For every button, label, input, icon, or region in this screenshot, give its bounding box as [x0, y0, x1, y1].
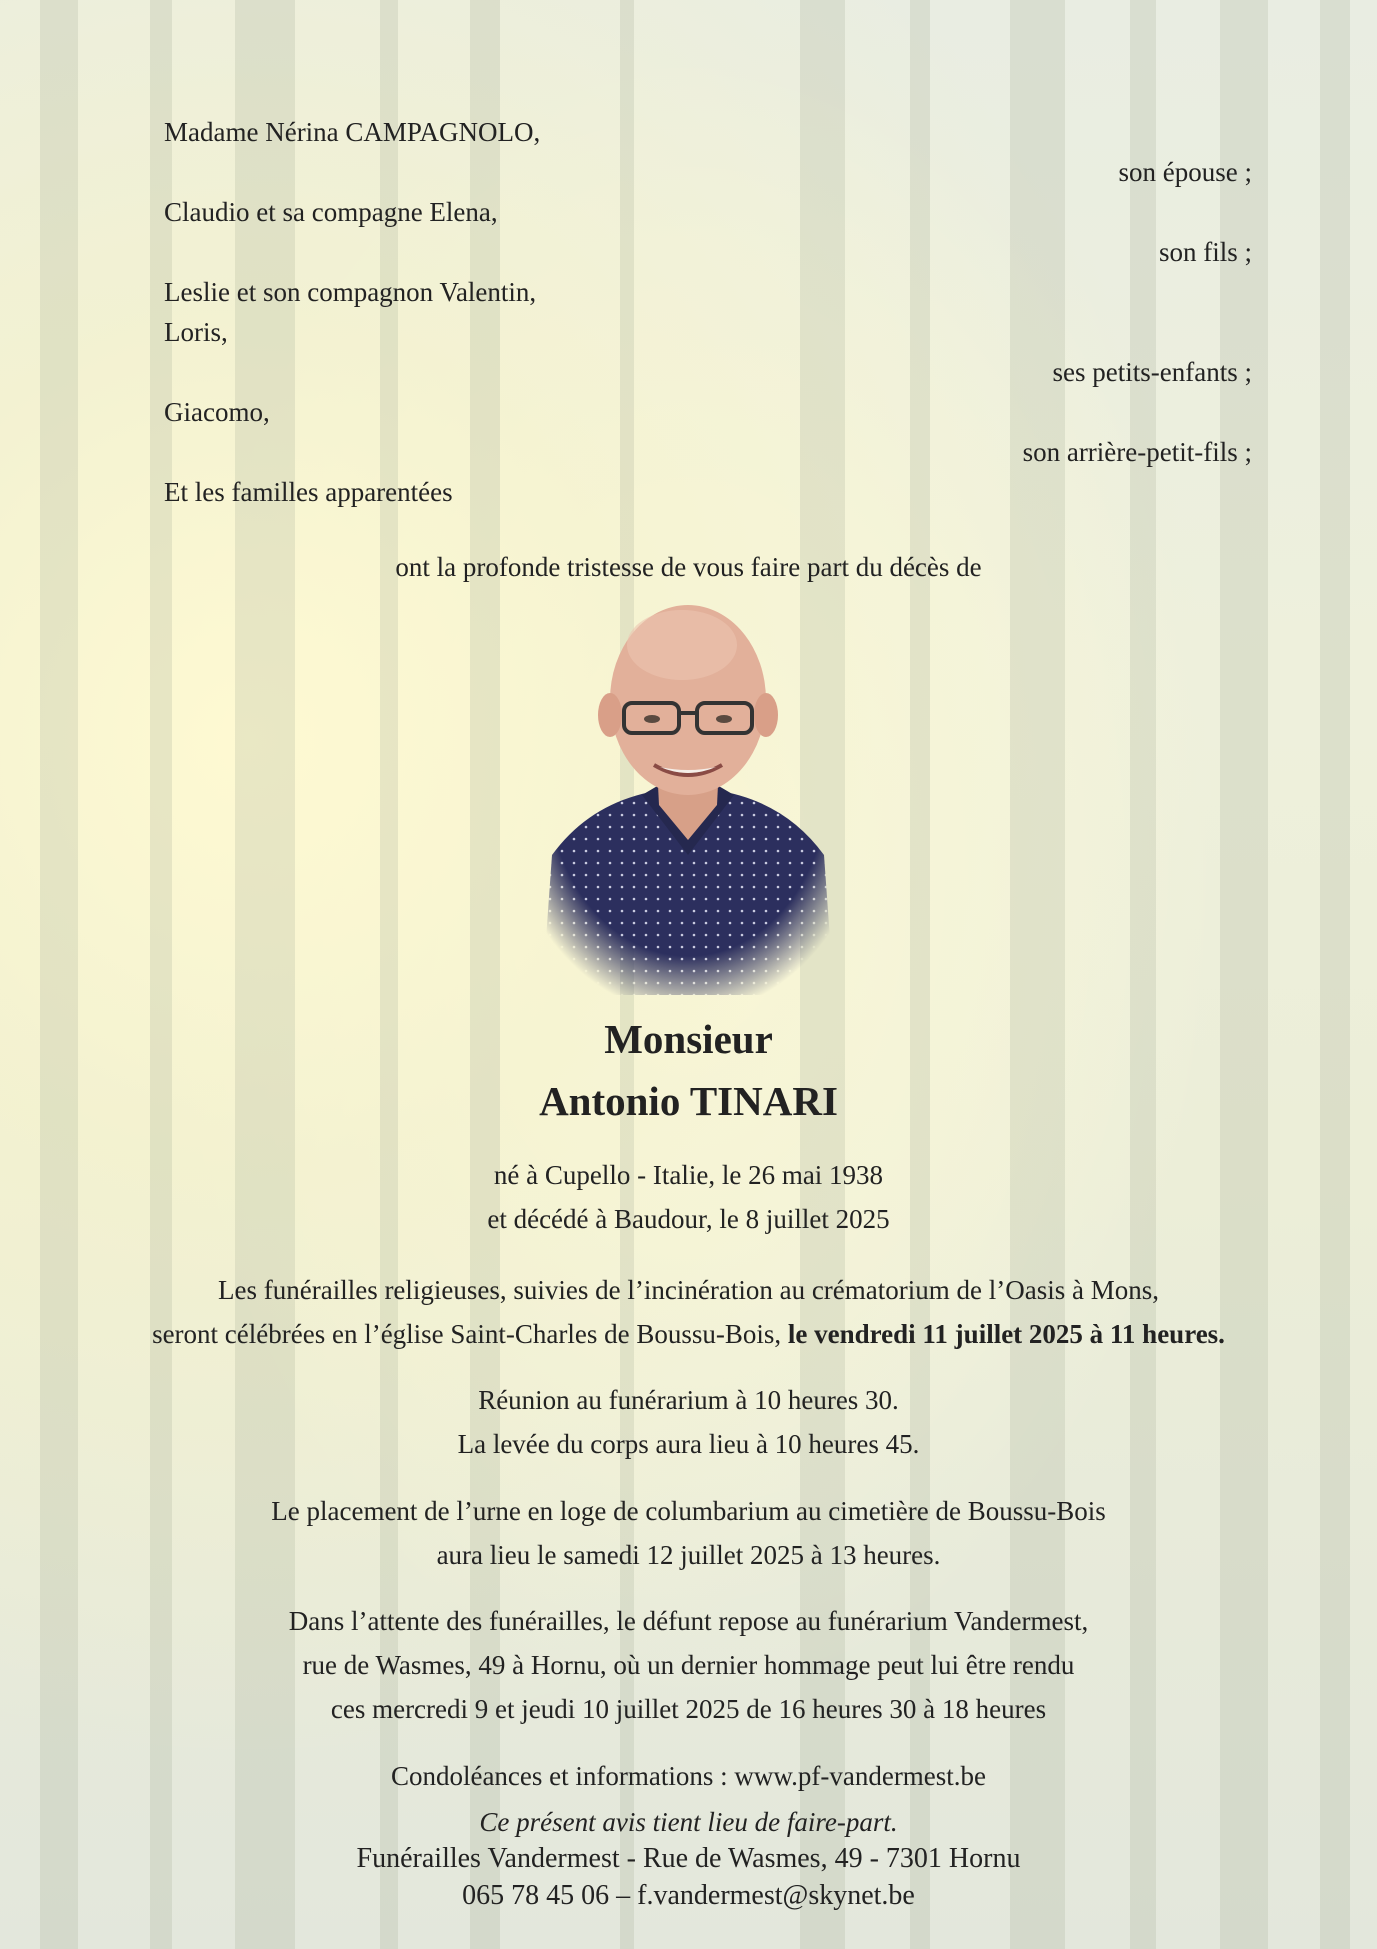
visitation-line-3: ces mercredi 9 et jeudi 10 juillet 2025 de 16 heures 30 à 18 heures — [330, 1694, 1047, 1724]
funeral-date: le vendredi 11 juillet 2025 à 11 heures. — [787, 1319, 1225, 1349]
family-member-line: Giacomo, — [164, 397, 270, 427]
birth-info: né à Cupello - Italie, le 26 mai 1938 — [493, 1160, 884, 1190]
meeting-line-2: La levée du corps aura lieu à 10 heures 45. — [457, 1429, 920, 1459]
portrait-photo — [532, 605, 844, 995]
visitation-line-1: Dans l’attente des funérailles, le défunt repose au funérarium Vandermest, — [288, 1606, 1089, 1636]
deceased-name: Antonio TINARI — [539, 1078, 838, 1124]
funeral-home-address: Funérailles Vandermest - Rue de Wasmes, 49 - 7301 Hornu — [356, 1843, 1021, 1874]
funeral-line-2 — [0, 1319, 1377, 1350]
deceased-title: Monsieur — [604, 1016, 773, 1062]
meeting-line-1: Réunion au funérarium à 10 heures 30. — [478, 1385, 899, 1415]
funeral-home-contact: 065 78 45 06 – f.vandermest@skynet.be — [462, 1880, 915, 1911]
relation-label: son fils ; — [1158, 237, 1252, 267]
family-member-line: Leslie et son compagnon Valentin, — [164, 277, 537, 307]
family-member-line: Et les familles apparentées — [164, 477, 453, 507]
death-info: et décédé à Baudour, le 8 juillet 2025 — [487, 1204, 890, 1234]
condolences-line: Condoléances et informations : www.pf-vandermest.be — [390, 1761, 987, 1791]
relation-label: son arrière-petit-fils ; — [1022, 437, 1252, 467]
funeral-line-1: Les funérailles religieuses, suivies de l’incinération au crématorium de l’Oasis à Mons, — [218, 1275, 1159, 1305]
family-member-line: Claudio et sa compagne Elena, — [164, 197, 498, 227]
visitation-line-2: rue de Wasmes, 49 à Hornu, où un dernier hommage peut lui être rendu — [302, 1650, 1075, 1680]
family-member-line: Loris, — [164, 317, 228, 347]
announcement-text: ont la profonde tristesse de vous faire part du décès de — [395, 552, 982, 582]
urn-line-2: aura lieu le samedi 12 juillet 2025 à 13 heures. — [436, 1540, 941, 1570]
notice-line: Ce présent avis tient lieu de faire-part. — [479, 1807, 898, 1837]
family-member-line: Madame Nérina CAMPAGNOLO, — [164, 117, 541, 147]
relation-label: ses petits-enfants ; — [1052, 357, 1252, 387]
relation-label: son épouse ; — [1118, 157, 1252, 187]
urn-line-1: Le placement de l’urne en loge de columbarium au cimetière de Boussu-Bois — [271, 1496, 1106, 1526]
funeral-place: seront célébrées en l’église Saint-Charles de Boussu-Bois, — [152, 1319, 782, 1349]
